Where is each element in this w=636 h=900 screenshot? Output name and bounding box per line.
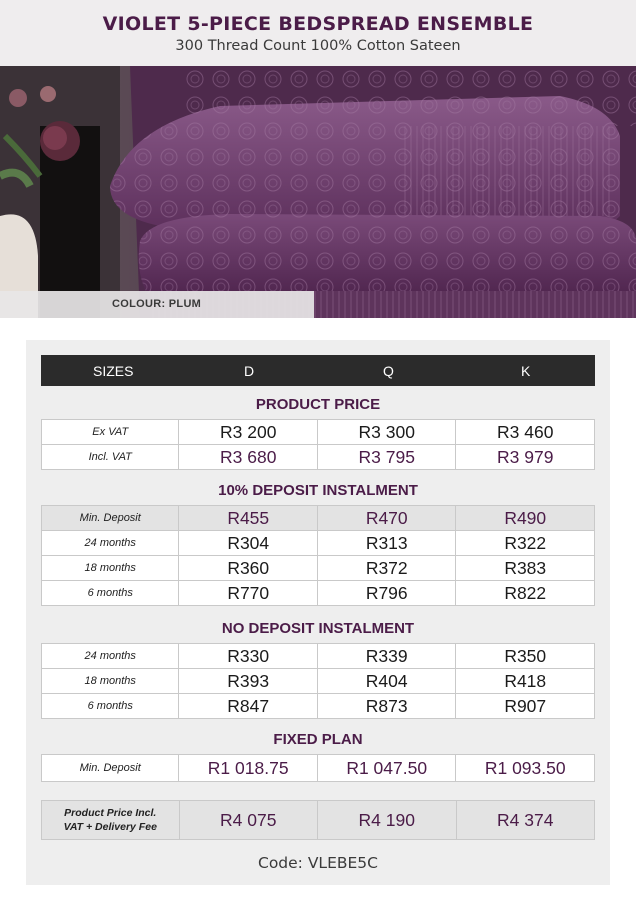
fixed-plan-title: FIXED PLAN <box>273 731 363 748</box>
price-cell: R393 <box>179 669 318 694</box>
price-cell: R339 <box>317 644 456 669</box>
no-deposit-instalment-title: NO DEPOSIT INSTALMENT <box>221 620 415 637</box>
header <box>0 0 636 66</box>
row-label: 6 months <box>42 694 179 719</box>
product-price-title: PRODUCT PRICE <box>255 396 381 413</box>
price-cell: R1 093.50 <box>456 755 595 782</box>
table-row <box>42 644 595 669</box>
product-code: Code: VLEBE5C <box>258 854 378 872</box>
price-cell: R490 <box>456 506 595 531</box>
price-cell: R455 <box>179 506 318 531</box>
price-cell: R4 075 <box>179 801 317 840</box>
table-row <box>42 694 595 719</box>
row-label: Min. Deposit <box>42 506 179 531</box>
size-q: Q <box>383 363 394 379</box>
total-table <box>41 800 595 840</box>
page-subtitle: 300 Thread Count 100% Cotton Sateen <box>175 38 461 54</box>
row-label: Ex VAT <box>42 420 179 445</box>
price-cell: R3 680 <box>179 445 318 470</box>
colour-label-text: COLOUR: PLUM <box>112 298 202 310</box>
price-cell: R3 460 <box>456 420 595 445</box>
price-cell: R360 <box>179 556 318 581</box>
price-cell: R1 047.50 <box>317 755 456 782</box>
row-label: 18 months <box>42 556 179 581</box>
price-cell: R350 <box>456 644 595 669</box>
row-label: Incl. VAT <box>42 445 179 470</box>
price-cell: R822 <box>456 581 595 606</box>
table-row <box>42 531 595 556</box>
price-cell: R418 <box>456 669 595 694</box>
price-cell: R873 <box>317 694 456 719</box>
price-cell: R4 374 <box>456 801 595 840</box>
price-cell: R1 018.75 <box>179 755 318 782</box>
price-cell: R313 <box>317 531 456 556</box>
total-label-line1: Product Price Incl. <box>64 807 157 819</box>
table-row <box>42 556 595 581</box>
table-row <box>42 581 595 606</box>
table-row <box>42 801 595 840</box>
table-row <box>42 445 595 470</box>
price-cell: R3 200 <box>179 420 318 445</box>
price-cell: R847 <box>179 694 318 719</box>
table-row <box>42 755 595 782</box>
price-cell: R796 <box>317 581 456 606</box>
no-deposit-instalment-table <box>41 643 595 719</box>
row-label: 6 months <box>42 581 179 606</box>
price-cell: R330 <box>179 644 318 669</box>
price-cell: R4 190 <box>318 801 456 840</box>
row-label: Min. Deposit <box>42 755 179 782</box>
price-cell: R3 795 <box>317 445 456 470</box>
price-cell: R3 979 <box>456 445 595 470</box>
price-cell: R470 <box>317 506 456 531</box>
colour-label <box>0 291 314 318</box>
deposit-instalment-table <box>41 505 595 606</box>
page-title: VIOLET 5-PIECE BEDSPREAD ENSEMBLE <box>102 13 534 35</box>
fixed-plan-table <box>41 754 595 782</box>
product-price-table <box>41 419 595 470</box>
total-label <box>42 801 180 840</box>
row-label: 24 months <box>42 531 179 556</box>
price-cell: R3 300 <box>317 420 456 445</box>
price-cell: R304 <box>179 531 318 556</box>
total-label-line2: VAT + Delivery Fee <box>63 821 157 833</box>
size-k: K <box>521 363 531 379</box>
product-photo <box>0 66 636 318</box>
table-row <box>42 506 595 531</box>
price-cell: R770 <box>179 581 318 606</box>
sizes-label: SIZES <box>93 363 134 379</box>
table-row <box>42 669 595 694</box>
table-row <box>42 420 595 445</box>
price-cell: R907 <box>456 694 595 719</box>
price-cell: R383 <box>456 556 595 581</box>
sizes-header <box>41 355 595 386</box>
price-cell: R322 <box>456 531 595 556</box>
price-cell: R404 <box>317 669 456 694</box>
row-label: 18 months <box>42 669 179 694</box>
price-cell: R372 <box>317 556 456 581</box>
row-label: 24 months <box>42 644 179 669</box>
size-d: D <box>244 363 255 379</box>
deposit-instalment-title: 10% DEPOSIT INSTALMENT <box>218 482 418 499</box>
